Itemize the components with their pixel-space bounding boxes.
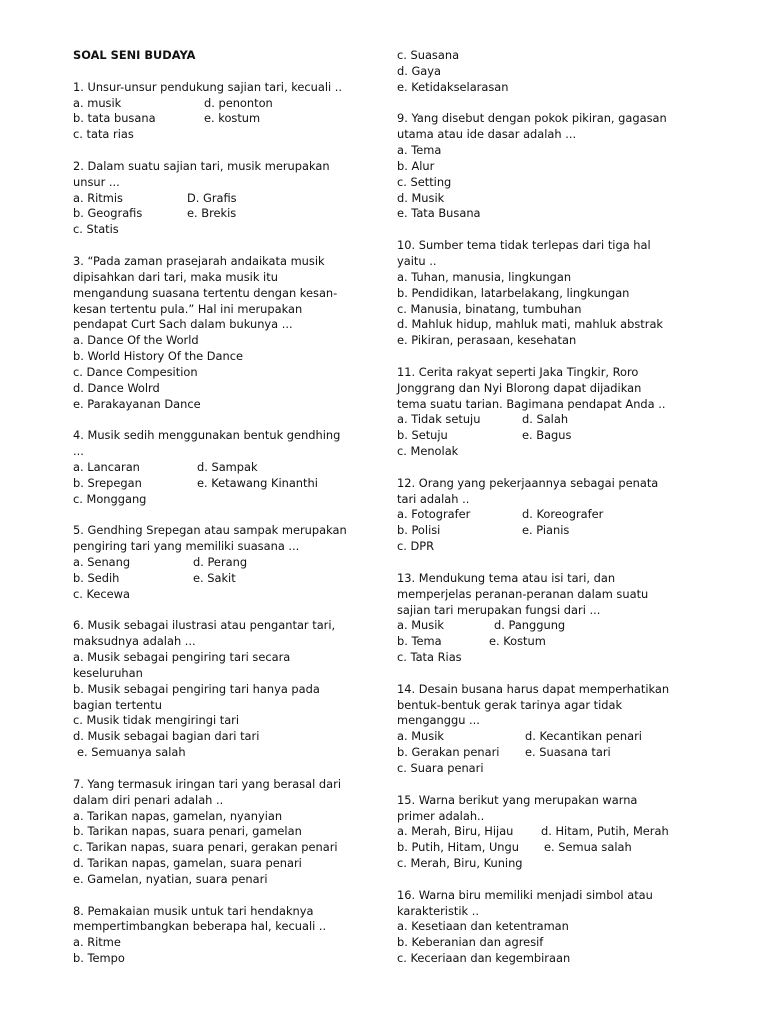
question-stem: 4. Musik sedih menggunakan bentuk gendhing xyxy=(73,428,341,443)
option-b: b. Keberanian dan agresif xyxy=(397,935,544,950)
option-d: d. penonton xyxy=(204,95,273,110)
question-8-continued xyxy=(397,48,697,96)
option-row xyxy=(397,729,697,745)
question-5 xyxy=(73,523,373,602)
option-b: b. Pendidikan, latarbelakang, lingkungan xyxy=(397,285,630,300)
option-a: a. Ritmis xyxy=(73,190,123,205)
option-e: e. Ketidakselarasan xyxy=(397,79,509,94)
question-stem: pendapat Curt Sach dalam bukunya ... xyxy=(73,317,293,332)
option-c: c. Suara penari xyxy=(397,760,484,775)
option-b: b. Geografis xyxy=(73,206,143,221)
option-d: d. Koreografer xyxy=(522,507,604,522)
question-6 xyxy=(73,618,373,761)
option-e: e. kostum xyxy=(204,111,261,126)
option-a: a. Musik sebagai pengiring tari secara xyxy=(73,650,291,665)
option-b: b. World History Of the Dance xyxy=(73,349,244,364)
option-c: c. Dance Compesition xyxy=(73,364,198,379)
document-title: SOAL SENI BUDAYA xyxy=(73,48,196,62)
question-stem: 14. Desain busana harus dapat memperhatikan xyxy=(397,681,670,696)
option-b: b. Setuju xyxy=(397,428,448,443)
option-b: b. Tema xyxy=(397,634,442,649)
option-a: a. Merah, Biru, Hijau xyxy=(397,824,514,839)
question-stem: 10. Sumber tema tidak terlepas dari tiga hal xyxy=(397,238,651,253)
question-8 xyxy=(73,904,373,967)
option-b: b. Srepegan xyxy=(73,475,142,490)
question-stem: 1. Unsur-unsur pendukung sajian tari, kecuali .. xyxy=(73,79,343,94)
question-stem: primer adalah.. xyxy=(397,808,485,823)
option-c: c. Monggang xyxy=(73,491,147,506)
option-e: e. Pikiran, perasaan, kesehatan xyxy=(397,333,577,348)
option-e: e. Sakit xyxy=(193,570,236,585)
question-7 xyxy=(73,777,373,888)
option-e: e. Ketawang Kinanthi xyxy=(197,475,318,490)
option-c: c. DPR xyxy=(397,539,435,554)
question-stem: 16. Warna biru memiliki menjadi simbol atau xyxy=(397,887,653,902)
option-b: b. tata busana xyxy=(73,111,156,126)
option-b: b. Alur xyxy=(397,158,435,173)
option-b: b. Putih, Hitam, Ungu xyxy=(397,840,519,855)
question-stem: 5. Gendhing Srepegan atau sampak merupakan xyxy=(73,523,347,538)
question-10 xyxy=(397,238,697,349)
question-16 xyxy=(397,888,697,967)
question-stem: 11. Cerita rakyat seperti Jaka Tingkir, Roro xyxy=(397,364,639,379)
question-stem: 6. Musik sebagai ilustrasi atau pengantar tari, xyxy=(73,618,336,633)
option-a: a. Senang xyxy=(73,555,131,569)
option-e: e. Bagus xyxy=(522,428,572,443)
option-b: b. Sedih xyxy=(73,570,120,585)
option-c: c. Tarikan napas, suara penari, gerakan penari xyxy=(73,840,338,855)
option-c: c. Tata Rias xyxy=(397,650,462,665)
option-row xyxy=(73,476,373,492)
option-e: e. Semua salah xyxy=(544,840,632,855)
question-2 xyxy=(73,159,373,238)
option-a: a. Dance Of the World xyxy=(73,333,199,348)
question-stem: 7. Yang termasuk iringan tari yang berasal dari xyxy=(73,776,341,791)
option-d: d. Gaya xyxy=(397,63,441,78)
option-a: a. Musik xyxy=(397,618,444,633)
option-row xyxy=(397,840,697,856)
question-15 xyxy=(397,793,697,872)
option-a: a. Tema xyxy=(397,143,442,158)
option-a-cont: keseluruhan xyxy=(73,665,143,680)
question-stem: 3. “Pada zaman prasejarah andaikata musik xyxy=(73,253,325,268)
question-stem: pengiring tari yang memiliki suasana ... xyxy=(73,539,300,554)
question-stem: yaitu .. xyxy=(397,253,437,268)
option-a: a. Tuhan, manusia, lingkungan xyxy=(397,269,572,284)
question-1 xyxy=(73,80,373,143)
option-e: e. Kostum xyxy=(489,634,546,649)
question-stem: karakteristik .. xyxy=(397,903,479,918)
option-c: c. Manusia, binatang, tumbuhan xyxy=(397,301,582,316)
option-b: b. Gerakan penari xyxy=(397,745,500,760)
option-a: a. Lancaran xyxy=(73,459,140,474)
option-e: e. Parakayanan Dance xyxy=(73,396,201,411)
question-14 xyxy=(397,682,697,777)
option-c: c. Setting xyxy=(397,174,452,189)
question-stem: mempertimbangkan beberapa hal, kecuali .. xyxy=(73,919,327,934)
option-c: c. Suasana xyxy=(397,48,460,62)
option-d: d. Kecantikan penari xyxy=(525,729,642,744)
option-row xyxy=(73,96,373,112)
option-d: d. Salah xyxy=(522,412,569,427)
option-d: d. Hitam, Putih, Merah xyxy=(541,824,669,839)
option-e: e. Suasana tari xyxy=(525,745,611,760)
question-11 xyxy=(397,365,697,460)
question-stem: dalam diri penari adalah .. xyxy=(73,792,224,807)
question-stem: bentuk-bentuk gerak tarinya agar tidak xyxy=(397,697,623,712)
option-e: e. Pianis xyxy=(522,523,570,538)
option-c: c. Kecewa xyxy=(73,586,130,601)
option-a: a. musik xyxy=(73,95,122,110)
question-stem: memperjelas peranan-peranan dalam suatu xyxy=(397,586,649,601)
question-stem: mengandung suasana tertentu dengan kesan- xyxy=(73,285,338,300)
option-row xyxy=(73,206,373,222)
option-row xyxy=(73,571,373,587)
option-e: e. Tata Busana xyxy=(397,206,481,221)
question-stem: 12. Orang yang pekerjaannya sebagai penata xyxy=(397,475,659,490)
option-row xyxy=(397,523,697,539)
option-row xyxy=(73,460,373,476)
option-e: e. Brekis xyxy=(187,206,237,221)
option-d: d. Dance Wolrd xyxy=(73,380,160,395)
question-stem: ... xyxy=(73,444,84,459)
left-column xyxy=(73,48,373,967)
question-stem: menganggu ... xyxy=(397,713,480,728)
question-stem: unsur ... xyxy=(73,174,120,189)
option-row xyxy=(397,745,697,761)
option-row xyxy=(397,428,697,444)
option-d: d. Mahluk hidup, mahluk mati, mahluk abstrak xyxy=(397,317,664,332)
question-stem: maksudnya adalah ... xyxy=(73,634,196,649)
option-a: a. Musik xyxy=(397,729,444,744)
question-stem: kesan tertentu pula.” Hal ini merupakan xyxy=(73,301,303,316)
question-12 xyxy=(397,476,697,555)
option-d: d. Sampak xyxy=(197,459,258,474)
question-stem: sajian tari merupakan fungsi dari ... xyxy=(397,602,601,617)
option-c: c. Statis xyxy=(73,222,119,237)
option-b: b. Tarikan napas, suara penari, gamelan xyxy=(73,824,302,839)
question-4 xyxy=(73,428,373,507)
question-13 xyxy=(397,571,697,666)
option-b: b. Polisi xyxy=(397,523,441,538)
question-stem: 15. Warna berikut yang merupakan warna xyxy=(397,792,638,807)
option-c: c. Menolak xyxy=(397,444,459,459)
option-d: D. Grafis xyxy=(187,190,237,205)
option-d: d. Tarikan napas, gamelan, suara penari xyxy=(73,856,302,871)
question-stem: 9. Yang disebut dengan pokok pikiran, gagasan xyxy=(397,111,667,126)
option-a: a. Tarikan napas, gamelan, nyanyian xyxy=(73,808,283,823)
option-a: a. Ritme xyxy=(73,935,121,950)
option-row xyxy=(397,618,697,634)
option-a: a. Tidak setuju xyxy=(397,412,481,427)
option-c: c. Keceriaan dan kegembiraan xyxy=(397,951,571,966)
option-row xyxy=(397,824,697,840)
question-stem: 2. Dalam suatu sajian tari, musik merupakan xyxy=(73,158,330,173)
option-a: a. Kesetiaan dan ketentraman xyxy=(397,919,569,934)
question-3 xyxy=(73,254,373,412)
option-b: b. Tempo xyxy=(73,951,125,966)
option-c: c. Musik tidak mengiringi tari xyxy=(73,713,240,728)
option-row xyxy=(397,412,697,428)
question-stem: dipisahkan dari tari, maka musik itu xyxy=(73,269,278,284)
question-9 xyxy=(397,111,697,222)
option-d: d. Perang xyxy=(193,555,248,569)
option-row xyxy=(397,634,697,650)
option-d: d. Musik sebagai bagian dari tari xyxy=(73,729,260,744)
question-stem: utama atau ide dasar adalah ... xyxy=(397,127,577,142)
option-c: c. Merah, Biru, Kuning xyxy=(397,856,523,871)
option-c: c. tata rias xyxy=(73,127,134,142)
option-a: a. Fotografer xyxy=(397,507,471,522)
option-d: d. Panggung xyxy=(494,618,566,633)
question-stem: Jonggrang dan Nyi Blorong dapat dijadikan xyxy=(397,380,642,395)
question-stem: 13. Mendukung tema atau isi tari, dan xyxy=(397,570,616,585)
option-b: b. Musik sebagai pengiring tari hanya pada xyxy=(73,681,320,696)
question-stem: 8. Pemakaian musik untuk tari hendaknya xyxy=(73,903,314,918)
option-row xyxy=(73,191,373,207)
right-column xyxy=(397,48,697,967)
question-stem: tari adalah .. xyxy=(397,491,470,506)
option-d: d. Musik xyxy=(397,190,445,205)
option-row xyxy=(73,111,373,127)
option-e: e. Gamelan, nyatian, suara penari xyxy=(73,871,268,886)
option-row xyxy=(397,507,697,523)
option-b-cont: bagian tertentu xyxy=(73,697,162,712)
option-row xyxy=(73,555,373,571)
option-e: e. Semuanya salah xyxy=(77,745,186,760)
question-stem: tema suatu tarian. Bagimana pendapat Anda .. xyxy=(397,396,666,411)
